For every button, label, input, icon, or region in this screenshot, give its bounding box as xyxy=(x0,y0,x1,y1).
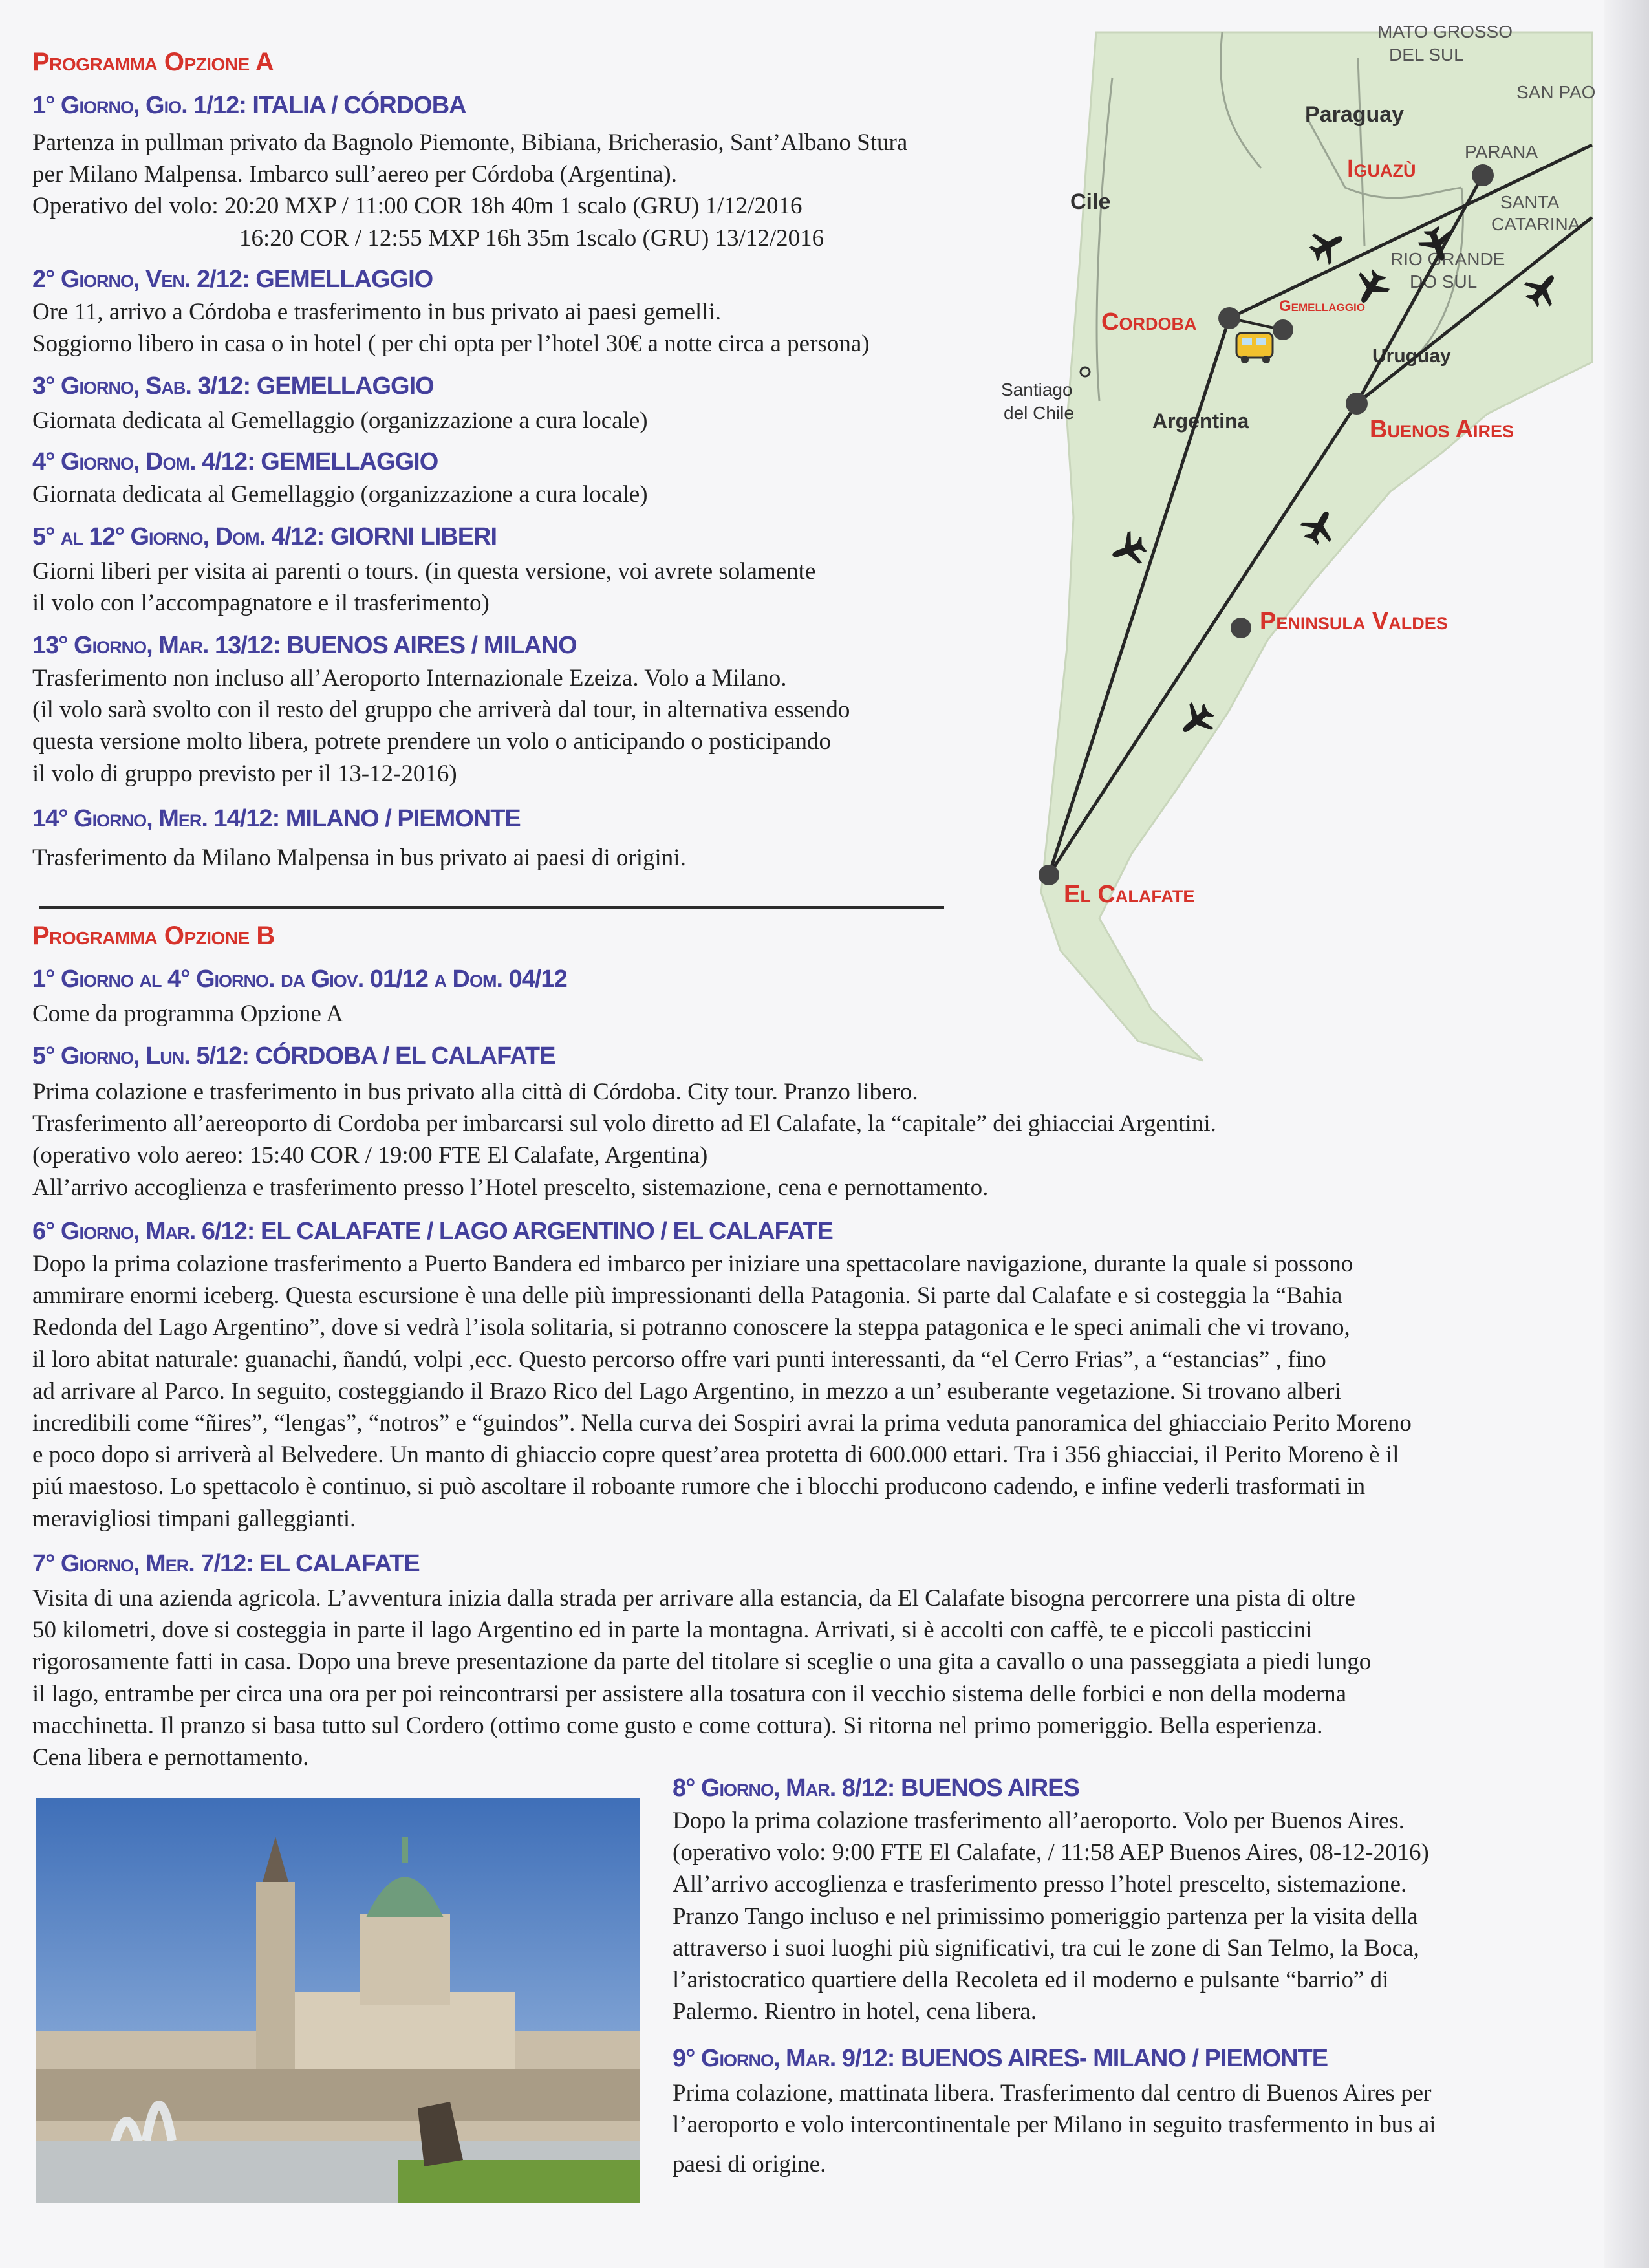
day-heading: 9° Giorno, Mar. 9/12: BUENOS AIRES- MILANO / PIEMONTE xyxy=(673,2045,1328,2072)
day-heading: 13° Giorno, Mar. 13/12: BUENOS AIRES / MILANO xyxy=(32,632,577,659)
region-label: SAN PAO xyxy=(1516,82,1596,102)
city-dot xyxy=(1346,393,1368,415)
day-heading: 4° Giorno, Dom. 4/12: GEMELLAGGIO xyxy=(32,448,438,475)
region-label: Paraguay xyxy=(1305,102,1405,127)
day-heading: 5° al 12° Giorno, Dom. 4/12: GIORNI LIBERI xyxy=(32,523,497,550)
day-text: Trasferimento da Milano Malpensa in bus privato ai paesi di origini. xyxy=(32,845,686,871)
region-label: DEL SUL xyxy=(1389,45,1464,65)
day-heading: 3° Giorno, Sab. 3/12: GEMELLAGGIO xyxy=(32,373,434,400)
day-text: Giornata dedicata al Gemellaggio (organizzazione a cura locale) xyxy=(32,481,648,508)
city-dot xyxy=(1273,319,1293,340)
day-heading: 7° Giorno, Mer. 7/12: EL CALAFATE xyxy=(32,1550,420,1577)
region-label: DO SUL xyxy=(1410,272,1478,292)
region-label: MATO GROSSO xyxy=(1377,26,1513,41)
option-a-title: Programma Opzione A xyxy=(32,48,274,76)
region-label: CATARINA xyxy=(1491,214,1580,234)
day-text: Giorni liberi per visita ai parenti o tours. (in questa versione, voi avrete solamente il volo con l’accompagnatore e il trasferimento) xyxy=(32,558,816,617)
day-text: Trasferimento non incluso all’Aeroporto Internazionale Ezeiza. Volo a Milano. (il volo sarà svolto con il resto del gruppo che arriverà dal tour, in alternativa essendo questa versione molto libera, potrete prendere un volo o anticipando o posticipando il volo di gruppo previsto per il 13-12-2016) xyxy=(32,665,850,787)
day-heading: 6° Giorno, Mar. 6/12: EL CALAFATE / LAGO ARGENTINO / EL CALAFATE xyxy=(32,1218,833,1245)
day-text: Visita di una azienda agricola. L’avventura inizia dalla strada per arrivare alla estancia, da El Calafate bisogna percorrere una pista di oltre 50 kilometri, dove si costeggia in parte il lago Argentino ed in parte la montagna. Arrivati, si è accolti con caffè, te e piccoli pasticcini rigorosamente fatti in casa. Dopo una breve presentazione da parte del titolare si sceglie o una gita a cavallo o una passeggiata a piedi lungo il lago, entrambe per circa una ora per poi reincontrarsi per assistere alla tosatura con il vecchio sistema delle forbici e non della moderna macchinetta. Il pranzo si basa tutto sul Cordero (ottimo come gusto e come cottura). Si ritorna nel primo pomeriggio. Bella esperienza. Cena libera e pernottamento. xyxy=(32,1585,1372,1771)
region-label: SANTA xyxy=(1500,192,1560,212)
option-b-title: Programma Opzione B xyxy=(32,922,275,950)
region-label: del Chile xyxy=(1004,403,1074,423)
day-text: Ore 11, arrivo a Córdoba e trasferimento in bus privato ai paesi gemelli. Soggiorno libero in casa o in hotel ( per chi opta per l’hotel 30€ a notte circa a persona) xyxy=(32,299,870,358)
day-text: Dopo la prima colazione trasferimento all’aeroporto. Volo per Buenos Aires. (operativo volo: 9:00 FTE El Calafate, / 11:58 AEP Buenos Aires, 08-12-2016) All’arrivo accoglienza e trasferimento presso l’hotel prescelto, sistemazione. Pranzo Tango incluso e nel primissimo pomeriggio partenza per la visita della attraverso i suoi luoghi più significativi, tra cui le zone di San Telmo, la Boca, l’aristocratico quartiere della Recoleta ed il moderno e pulsante “barrio” di Palermo. Rientro in hotel, cena libera. xyxy=(673,1808,1429,2025)
region-label: RIO GRANDE xyxy=(1390,249,1505,269)
page-edge xyxy=(1604,0,1649,2268)
region-label: PARANA xyxy=(1465,142,1538,162)
day-heading: 1° Giorno al 4° Giorno. da Giov. 01/12 a Dom. 04/12 xyxy=(32,966,567,993)
day-heading: 5° Giorno, Lun. 5/12: CÓRDOBA / EL CALAFATE xyxy=(32,1042,555,1070)
day-heading: 8° Giorno, Mar. 8/12: BUENOS AIRES xyxy=(673,1775,1079,1802)
city-dot xyxy=(1231,618,1251,638)
region-label: Santiago xyxy=(1001,380,1073,400)
region-label: Uruguay xyxy=(1372,345,1451,367)
city-label: Peninsula Valdes xyxy=(1260,608,1448,635)
region-label: Argentina xyxy=(1152,409,1249,433)
city-dot xyxy=(1218,307,1240,329)
day-heading: 14° Giorno, Mer. 14/12: MILANO / PIEMONTE xyxy=(32,805,521,832)
day-text: Prima colazione, mattinata libera. Trasferimento dal centro di Buenos Aires per l’aeroporto e volo intercontinentale per Milano in seguito trasfermento in bus ai paesi di origine. xyxy=(673,2080,1436,2178)
day-heading: 1° Giorno, Gio. 1/12: ITALIA / CÓRDOBA xyxy=(32,92,466,119)
day-text: Giornata dedicata al Gemellaggio (organizzazione a cura locale) xyxy=(32,407,648,434)
route-map xyxy=(996,26,1597,1074)
congress-photo xyxy=(36,1798,640,2203)
day-text: Dopo la prima colazione trasferimento a Puerto Bandera ed imbarco per iniziare una spettacolare navigazione, durante la quale si possono ammirare enormi iceberg. Questa escursione è una delle più impressionanti della Patagonia. Si parte dal Calafate e si costeggia la “Bahia Redonda del Lago Argentino”, dove si vedrà l’isola solitaria, si potranno conoscere la steppa patagonica e le speci animali che vi trovano, il loro abitat naturale: guanachi, ñandú, volpi ,ecc. Questo percorso offre vari punti interessanti, da “el Cerro Frias”, a “estancias” , fino ad arrivare al Parco. In seguito, costeggiando il Brazo Rico del Lago Argentino, in mezzo a un’ esuberante vegetazione. Si trovano alberi incredibili come “ñires”, “lengas”, “notros” e “guindos”. Nella curva dei Sospiri avrai la prima veduta panoramica del ghiacciaio Perito Moreno e poco dopo si arriverà al Belvedere. Un manto di ghiaccio copre quest’area protetta di 600.000 ettari. Tra i 356 ghiacciai, il Perito Moreno è il piú maestoso. Lo spettacolo è continuo, si può ascoltare il roboante rumore che i blocchi producono cadendo, e infine vederli trasformati in meravigliosi timpani galleggianti. xyxy=(32,1251,1412,1532)
day-heading: 2° Giorno, Ven. 2/12: GEMELLAGGIO xyxy=(32,266,433,293)
city-label: Gemellaggio xyxy=(1279,297,1365,315)
day-text: Come da programma Opzione A xyxy=(32,1000,343,1027)
city-dot xyxy=(1039,865,1059,885)
city-label: Cordoba xyxy=(1101,308,1197,336)
city-label: El Calafate xyxy=(1064,881,1195,908)
city-label: Buenos Aires xyxy=(1370,416,1514,443)
day-text: Partenza in pullman privato da Bagnolo Piemonte, Bibiana, Bricherasio, Sant’Albano Stura per Milano Malpensa. Imbarco sull’aereo per Córdoba (Argentina). Operativo del volo: 20:20 MXP / 11:00 COR 18h 40m 1 scalo (GRU) 1/12/2016 16:20 COR / 12:55 MXP 16h 35m 1scalo (GRU) 13/12/2016 xyxy=(32,129,908,252)
city-dot xyxy=(1472,164,1494,186)
city-label: Iguazù xyxy=(1347,155,1416,182)
day-text: Prima colazione e trasferimento in bus privato alla città di Córdoba. City tour. Pranzo libero. Trasferimento all’aereoporto di Cordoba per imbarcarsi sul volo diretto ad El Calafate, la “capitale” dei ghiacciai Argentini. (operativo volo aereo: 15:40 COR / 19:00 FTE El Calafate, Argentina) All’arrivo accoglienza e trasferimento presso l’Hotel prescelto, sistemazione, cena e pernottamento. xyxy=(32,1079,1216,1201)
region-label: Cile xyxy=(1070,189,1111,214)
section-divider xyxy=(39,906,944,909)
